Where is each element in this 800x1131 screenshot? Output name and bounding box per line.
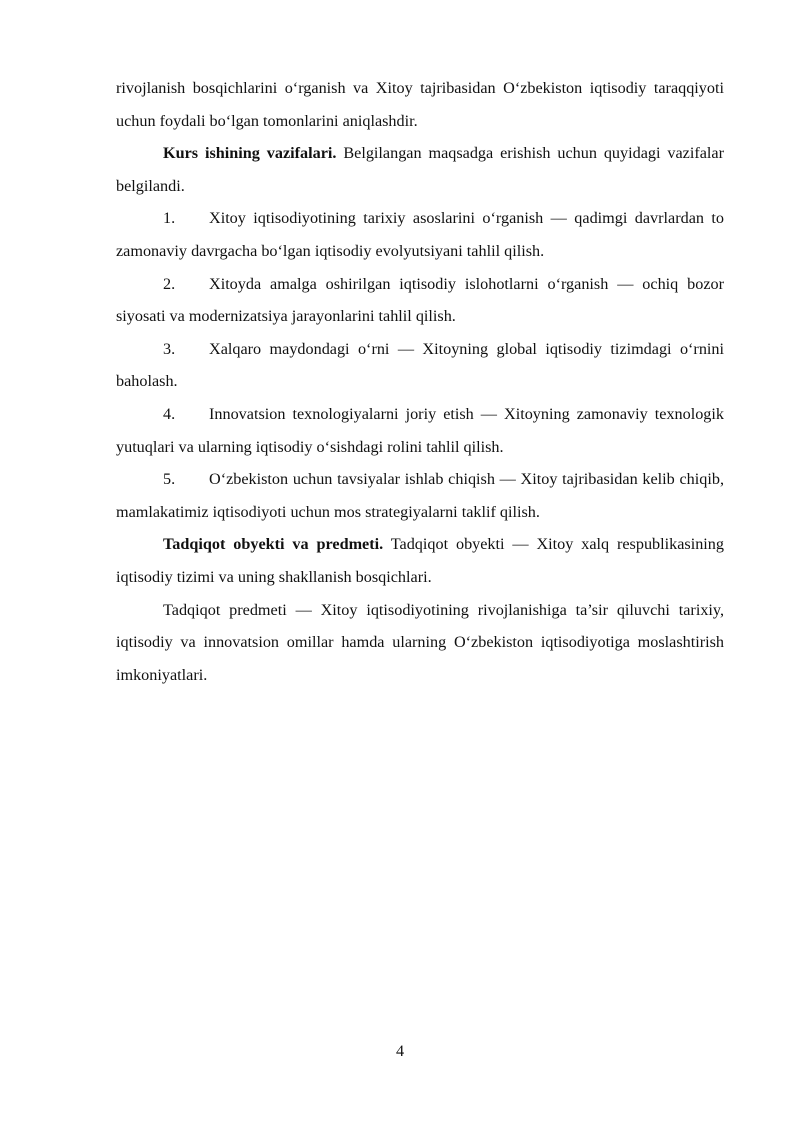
body-text — [116, 72, 724, 691]
task-number: 1. — [163, 209, 176, 228]
task-text: O‘zbekiston uchun tavsiyalar ishlab chiqish — Xitoy tajribasidan kelib chiqib, mamlakatimiz iqtisodiyoti uchun mos strategiyalarni taklif qilish. — [116, 470, 724, 521]
subject-paragraph: Tadqiqot predmeti — Xitoy iqtisodiyotining rivojlanishiga ta’sir qiluvchi tarixiy, iqtisodiy va innovatsion omillar hamda ularning O‘zbekiston iqtisodiyotiga moslashtirish imkoniyatlari. — [116, 600, 724, 684]
task-item-4 — [116, 398, 724, 463]
task-text: Xitoyda amalga oshirilgan iqtisodiy islohotlarni o‘rganish — ochiq bozor siyosati va modernizatsiya jarayonlarini tahlil qilish. — [116, 274, 724, 326]
task-text: Innovatsion texnologiyalarni joriy etish — Xitoyning zamonaviy texnologik yutuqlari va ularning iqtisodiy o‘sishdagi rolini tahlil qilish. — [116, 404, 724, 456]
task-number: 4. — [163, 404, 176, 423]
task-item-2 — [116, 268, 724, 333]
task-item-1 — [116, 202, 724, 267]
tasks-paragraph — [116, 137, 724, 202]
object-heading: Tadqiqot obyekti va predmeti. — [163, 535, 384, 554]
page-number: 4 — [395, 1042, 405, 1060]
object-paragraph — [116, 528, 724, 593]
task-text: Xitoy iqtisodiyotining tarixiy asoslarini o‘rganish — qadimgi davrlardan to zamonaviy davrgacha bo‘lgan iqtisodiy evolyutsiyani tahlil qilish. — [116, 209, 724, 260]
intro-continuation-paragraph: rivojlanish bosqichlarini o‘rganish va Xitoy tajribasidan O‘zbekiston iqtisodiy taraqqiyoti uchun foydali bo‘lgan tomonlarini aniqlashdir. — [116, 79, 724, 130]
object-text: Tadqiqot obyekti — Xitoy xalq respublikasining iqtisodiy tizimi va uning shakllanish bosqichlari. — [116, 535, 724, 586]
task-number: 5. — [163, 470, 176, 489]
task-text: Xalqaro maydondagi o‘rni — Xitoyning global iqtisodiy tizimdagi o‘rnini baholash. — [116, 339, 724, 391]
tasks-heading: Kurs ishining vazifalari. — [163, 144, 337, 163]
task-item-3 — [116, 333, 724, 398]
tasks-intro-text: Belgilangan maqsadga erishish uchun quyidagi vazifalar belgilandi. — [116, 144, 724, 195]
task-number: 2. — [163, 274, 176, 293]
task-number: 3. — [163, 339, 176, 358]
task-item-5 — [116, 463, 724, 528]
